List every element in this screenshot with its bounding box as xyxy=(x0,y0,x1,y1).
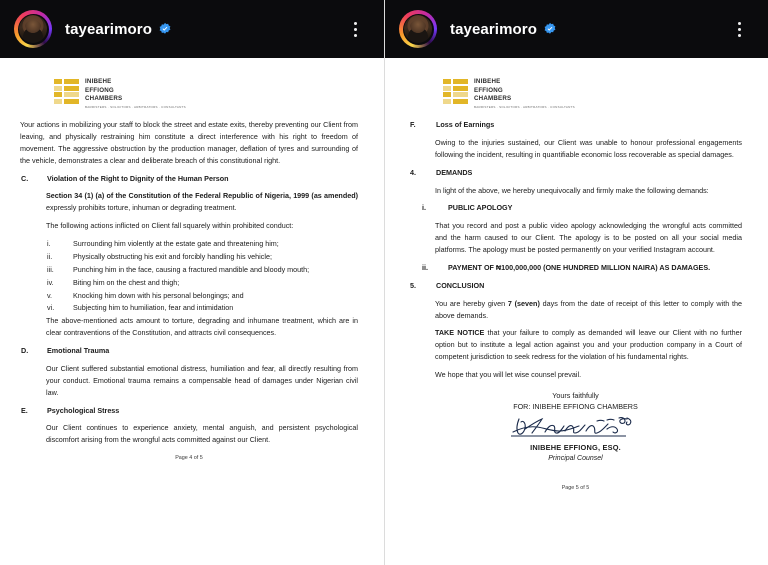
take-notice-text: that your failure to comply as demanded will leave our Client with no further option but to institute a legal action against you and your production company in a Court of competent jurisdiction to seek redress for the violation of his fundamental rights. xyxy=(435,328,742,362)
post-header-right xyxy=(385,0,768,58)
list-item-text: Punching him in the face, causing a fractured mandible and bloody mouth; xyxy=(73,264,310,274)
section-c-marker: C. xyxy=(21,173,29,183)
section-f-paragraph: Owing to the injuries sustained, our Client was unable to honour professional engagements following the incident, resulting in quantifiable economic loss recoverable as special damages. xyxy=(435,137,742,159)
take-notice-label: TAKE NOTICE xyxy=(435,328,485,338)
list-item-marker: iv. xyxy=(47,277,54,287)
avatar[interactable] xyxy=(14,10,52,48)
list-item-text: Subjecting him to humiliation, fear and intimidation xyxy=(73,303,234,313)
intro-paragraph: Your actions in mobilizing your staff to block the street and estate exits, thereby preventing our Client from leaving, and physically restraining him constitute a direct interference with his right to freedom of movement. The aggressive obstruction by the production manager, deflation of tyres and surrounding of the vehicle, demonstrates a clear and deliberate breach of this constitutional right. xyxy=(20,120,358,165)
list-item-text: Surrounding him violently at the estate gate and threatening him; xyxy=(73,239,279,249)
section-c-closing: The above-mentioned acts amount to torture, degrading and inhumane treatment, which are in clear contraventions of the Constitution, and attracts civil consequences. xyxy=(46,316,358,338)
section-conclusion-marker: 5. xyxy=(410,280,416,290)
section-conclusion xyxy=(409,280,742,292)
chambers-logo-icon xyxy=(54,79,80,104)
verified-badge-icon xyxy=(158,22,172,36)
section-demands-paragraph: In light of the above, we hereby unequivocally and firmly make the following demands: xyxy=(435,185,709,195)
conclusion-p1-b: days from the date of receipt of this letter to comply with the above demands. xyxy=(435,298,742,320)
conclusion-p1-a: You are hereby given xyxy=(435,298,508,308)
letterhead-line1: INIBEHE xyxy=(474,78,501,85)
section-demands-heading: DEMANDS xyxy=(436,167,473,177)
list-item xyxy=(46,302,358,314)
letterhead-subtitle: BARRISTERS · SOLICITORS · ARBITRATORS · CONSULTANTS xyxy=(85,105,186,109)
page-footer-right: Page 5 of 5 xyxy=(561,485,590,492)
list-item xyxy=(46,238,358,250)
section-c-list xyxy=(46,238,358,314)
list-item-text: Physically obstructing his exit and forcibly handling his vehicle; xyxy=(73,251,272,261)
post-panel-right xyxy=(384,0,768,565)
demand-public-apology xyxy=(409,202,742,214)
section-e-paragraph: Our Client continues to experience anxiety, mental anguish, and persistent psychological discomfort arising from the wrongful acts committed against our Client. xyxy=(46,423,358,445)
avatar-image xyxy=(19,15,47,43)
section-d xyxy=(20,345,358,357)
section-d-heading: Emotional Trauma xyxy=(47,346,110,356)
demand-ii-marker: ii. xyxy=(422,262,428,272)
section-f xyxy=(409,119,742,131)
more-options-icon[interactable] xyxy=(346,19,364,39)
demand-ii-heading: PAYMENT OF ₦100,000,000 (ONE HUNDRED MILLION NAIRA) AS DAMAGES. xyxy=(448,262,711,272)
closing-firm-line: FOR: INIBEHE EFFIONG CHAMBERS xyxy=(513,401,638,411)
section-d-marker: D. xyxy=(21,346,29,356)
letterhead-right xyxy=(443,78,742,110)
list-item-marker: iii. xyxy=(47,264,54,274)
signatory-name: INIBEHE EFFIONG, ESQ. xyxy=(530,442,621,452)
demand-i-marker: i. xyxy=(422,203,426,213)
letterhead-line2: EFFIONG xyxy=(85,86,114,94)
list-item xyxy=(46,251,358,263)
more-options-icon[interactable] xyxy=(730,19,748,39)
section-c xyxy=(20,173,358,185)
section-e-marker: E. xyxy=(21,405,28,415)
demand-i-paragraph: That you record and post a public video apology acknowledging the wrongful acts committed and the harm caused to our Client. The apology is to be posted on all your social media platforms. The apology must be posted permanently on your verified Instagram account. xyxy=(435,221,742,255)
section-demands xyxy=(409,167,742,179)
list-item-marker: i. xyxy=(47,239,51,249)
letterhead-line1: INIBEHE xyxy=(85,78,112,85)
document-body-left xyxy=(20,119,358,463)
avatar[interactable] xyxy=(399,10,437,48)
list-item-text: Knocking him down with his personal belongings; and xyxy=(73,290,244,300)
document-page-left xyxy=(0,58,384,565)
list-item-marker: vi. xyxy=(47,303,55,313)
section-c-leadin: The following actions inflicted on Client fall squarely within prohibited conduct: xyxy=(46,221,294,231)
list-item xyxy=(46,290,358,302)
list-item xyxy=(46,264,358,276)
list-item-marker: v. xyxy=(47,290,53,300)
conclusion-paragraph-1 xyxy=(435,298,742,322)
section-c-heading: Violation of the Right to Dignity of the Human Person xyxy=(47,173,229,183)
conclusion-deadline: 7 (seven) xyxy=(507,298,540,308)
list-item-marker: ii. xyxy=(47,251,53,261)
letterhead-subtitle: BARRISTERS · SOLICITORS · ARBITRATORS · CONSULTANTS xyxy=(474,105,575,109)
section-f-marker: F. xyxy=(410,120,416,130)
section-e xyxy=(20,405,358,417)
closing-block xyxy=(409,391,742,464)
signatory-title: Principal Counsel xyxy=(548,454,603,462)
post-header-left xyxy=(0,0,384,58)
section-c-statute-bold: Section 34 (1) (a) of the Constitution of the Federal Republic of Nigeria, 1999 (as amended) xyxy=(46,191,358,201)
demand-i-heading: PUBLIC APOLOGY xyxy=(448,203,513,213)
closing-salutation: Yours faithfully xyxy=(552,390,599,400)
section-conclusion-heading: CONCLUSION xyxy=(436,280,485,290)
conclusion-paragraph-3: We hope that you will let wise counsel prevail. xyxy=(435,370,582,380)
letterhead-text-left xyxy=(85,78,186,110)
document-body-right xyxy=(409,119,742,493)
avatar-image xyxy=(404,15,432,43)
username-label[interactable]: tayearimoro xyxy=(450,20,537,38)
section-c-statute xyxy=(46,190,358,214)
page-footer-left: Page 4 of 5 xyxy=(175,455,203,462)
section-demands-marker: 4. xyxy=(410,167,416,177)
username-label[interactable]: tayearimoro xyxy=(65,20,152,38)
letterhead-line3: CHAMBERS xyxy=(474,95,512,103)
letterhead-line2: EFFIONG xyxy=(474,86,503,94)
list-item xyxy=(46,277,358,289)
conclusion-paragraph-2 xyxy=(435,327,742,363)
handwritten-signature xyxy=(501,415,651,441)
verified-badge-icon xyxy=(543,22,557,36)
avatar-inner xyxy=(403,14,434,45)
demand-payment xyxy=(409,262,742,274)
section-c-statute-rest: expressly prohibits torture, inhuman or degrading treatment. xyxy=(46,203,237,213)
letterhead-line3: CHAMBERS xyxy=(85,95,123,103)
letterhead-text-right xyxy=(474,78,575,110)
list-item-text: Biting him on the chest and thigh; xyxy=(73,277,180,287)
avatar-inner xyxy=(18,14,49,45)
letterhead-left xyxy=(54,78,358,110)
section-f-heading: Loss of Earnings xyxy=(436,120,495,130)
section-d-paragraph: Our Client suffered substantial emotional distress, humiliation and fear, all directly resulting from your conduct. Emotional trauma remains a compensable head of damages under Nigerian civil law. xyxy=(46,363,358,397)
chambers-logo-icon xyxy=(443,79,469,104)
document-page-right xyxy=(385,58,768,565)
section-e-heading: Psychological Stress xyxy=(47,405,120,415)
